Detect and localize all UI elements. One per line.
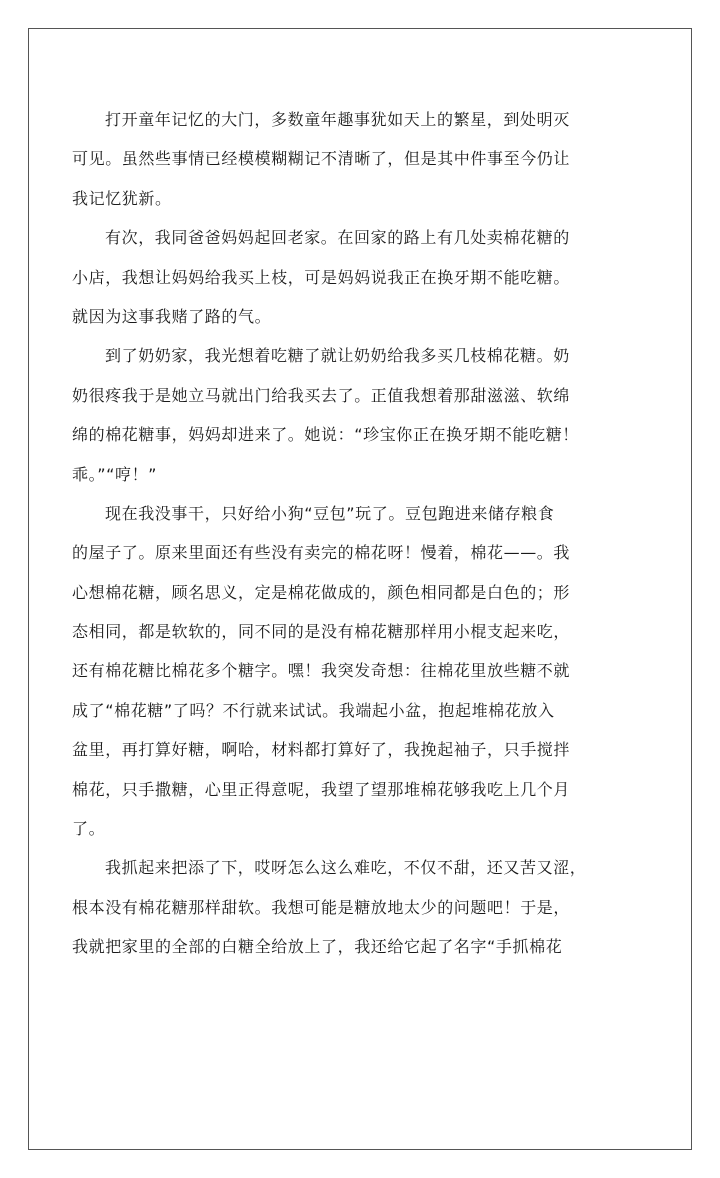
text-line: 就因为这事我赌了路的气。 bbox=[72, 306, 272, 326]
text-line: 可见。虽然些事情已经模模糊糊记不清晰了，但是其中件事至今仍让 bbox=[72, 149, 571, 169]
text-line: 奶很疼我于是她立马就出门给我买去了。正值我想着那甜滋滋、软绵 bbox=[72, 385, 571, 405]
text-line: 心想棉花糖，顾名思义，定是棉花做成的，颜色相同都是白色的；形 bbox=[72, 582, 571, 602]
text-line: 成了“棉花糖”了吗？不行就来试试。我端起小盆，抱起堆棉花放入 bbox=[72, 700, 555, 720]
text-line: 我就把家里的全部的白糖全给放上了，我还给它起了名字“手抓棉花 bbox=[72, 937, 563, 957]
text-line: 棉花，只手撒糖，心里正得意呢，我望了望那堆棉花够我吃上几个月 bbox=[72, 779, 571, 799]
text-line: 绵的棉花糖事，妈妈却进来了。她说：“珍宝你正在换牙期不能吃糖！ bbox=[72, 425, 579, 445]
text-line: 的屋子了。原来里面还有些没有卖完的棉花呀！慢着，棉花——。我 bbox=[72, 543, 571, 563]
text-line: 打开童年记忆的大门，多数童年趣事犹如天上的繁星，到处明灭 bbox=[105, 110, 570, 129]
text-line: 还有棉花糖比棉花多个糖字。嘿！我突发奇想：往棉花里放些糖不就 bbox=[72, 661, 571, 681]
text-line: 盆里，再打算好糖，啊哈，材料都打算好了，我挽起袖子，只手搅拌 bbox=[72, 740, 571, 760]
text-line: 现在我没事干，只好给小狗“豆包”玩了。豆包跑进来储存粮食 bbox=[105, 503, 555, 523]
text-line: 态相同，都是软软的，同不同的是没有棉花糖那样用小棍支起来吃， bbox=[72, 622, 571, 642]
document-body bbox=[72, 100, 632, 967]
text-line: 到了奶奶家，我光想着吃糖了就让奶奶给我多买几枝棉花糖。奶 bbox=[105, 346, 570, 366]
text-line: 了。 bbox=[72, 819, 106, 839]
text-line: 我记忆犹新。 bbox=[72, 188, 172, 208]
text-line: 根本没有棉花糖那样甜软。我想可能是糖放地太少的问题吧！于是， bbox=[72, 897, 571, 917]
text-line: 小店，我想让妈妈给我买上枝，可是妈妈说我正在换牙期不能吃糖。 bbox=[72, 267, 571, 287]
text-line: 乖。”“哼！” bbox=[72, 464, 158, 484]
text-line: 有次，我同爸爸妈妈起回老家。在回家的路上有几处卖棉花糖的 bbox=[105, 228, 570, 248]
text-line: 我抓起来把添了下，哎呀怎么这么难吃，不仅不甜，还又苦又涩， bbox=[105, 858, 587, 878]
